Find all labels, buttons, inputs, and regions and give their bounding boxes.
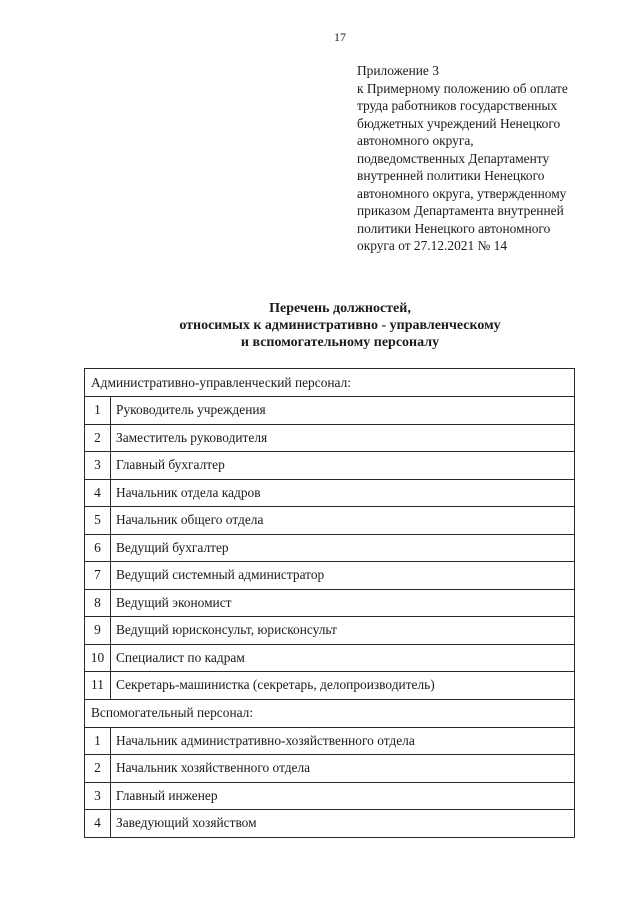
position-name: Главный инженер [111,782,575,810]
table-row [85,452,575,480]
row-number: 8 [85,589,111,617]
row-number: 3 [85,452,111,480]
appendix-line: автономного округа, утвержденному [357,185,567,201]
row-number: 1 [85,397,111,425]
row-number: 10 [85,644,111,672]
title-line: и вспомогательному персоналу [240,335,440,350]
section-heading: Административно-управленческий персонал: [85,369,575,397]
table-row [85,782,575,810]
table-row [85,755,575,783]
appendix-line: внутренней политики Ненецкого [357,168,545,183]
table-row [85,672,575,700]
table-row [85,727,575,755]
position-name: Руководитель учреждения [111,397,575,425]
position-name: Ведущий бухгалтер [111,534,575,562]
position-name: Ведущий экономист [111,589,575,617]
row-number: 11 [85,672,111,700]
position-name: Начальник общего отдела [111,507,575,535]
position-name: Секретарь-машинистка (секретарь, делопроизводитель) [111,672,575,700]
table-row [85,507,575,535]
row-number: 2 [85,755,111,783]
appendix-line: к Примерному положению об оплате [357,80,568,96]
position-name: Начальник административно-хозяйственного отдела [111,727,575,755]
appendix-line: приказом Департамента внутренней [357,203,564,218]
position-name: Специалист по кадрам [111,644,575,672]
table-row [85,810,575,838]
row-number: 3 [85,782,111,810]
section-heading: Вспомогательный персонал: [85,699,575,727]
row-number: 1 [85,727,111,755]
row-number: 7 [85,562,111,590]
row-number: 9 [85,617,111,645]
table-row [85,397,575,425]
position-name: Главный бухгалтер [111,452,575,480]
appendix-line: автономного округа, [357,133,474,148]
position-name: Ведущий системный администратор [111,562,575,590]
appendix-line: подведомственных Департаменту [357,150,550,166]
title-line: относимых к административно - управленческому [179,318,501,333]
document-title [60,300,620,351]
position-name: Заведующий хозяйством [111,810,575,838]
table-row [85,479,575,507]
table-row [85,534,575,562]
position-name: Заместитель руководителя [111,424,575,452]
positions-table [84,368,575,838]
appendix-note [357,62,597,255]
row-number: 6 [85,534,111,562]
table-row [85,617,575,645]
page-number: 17 [334,30,346,44]
table-row [85,562,575,590]
row-number: 4 [85,810,111,838]
table-row [85,424,575,452]
row-number: 4 [85,479,111,507]
appendix-line: бюджетных учреждений Ненецкого [357,115,561,131]
table-row [85,589,575,617]
section-heading-row [85,699,575,727]
title-line: Перечень должностей, [269,301,411,316]
position-name: Начальник отдела кадров [111,479,575,507]
position-name: Начальник хозяйственного отдела [111,755,575,783]
position-name: Ведущий юрисконсульт, юрисконсульт [111,617,575,645]
appendix-line: округа от 27.12.2021 № 14 [357,238,508,253]
row-number: 5 [85,507,111,535]
appendix-line: политики Ненецкого автономного [357,220,551,236]
row-number: 2 [85,424,111,452]
appendix-line: Приложение 3 [357,63,439,78]
table-row [85,644,575,672]
appendix-line: труда работников государственных [357,98,558,113]
section-heading-row [85,369,575,397]
